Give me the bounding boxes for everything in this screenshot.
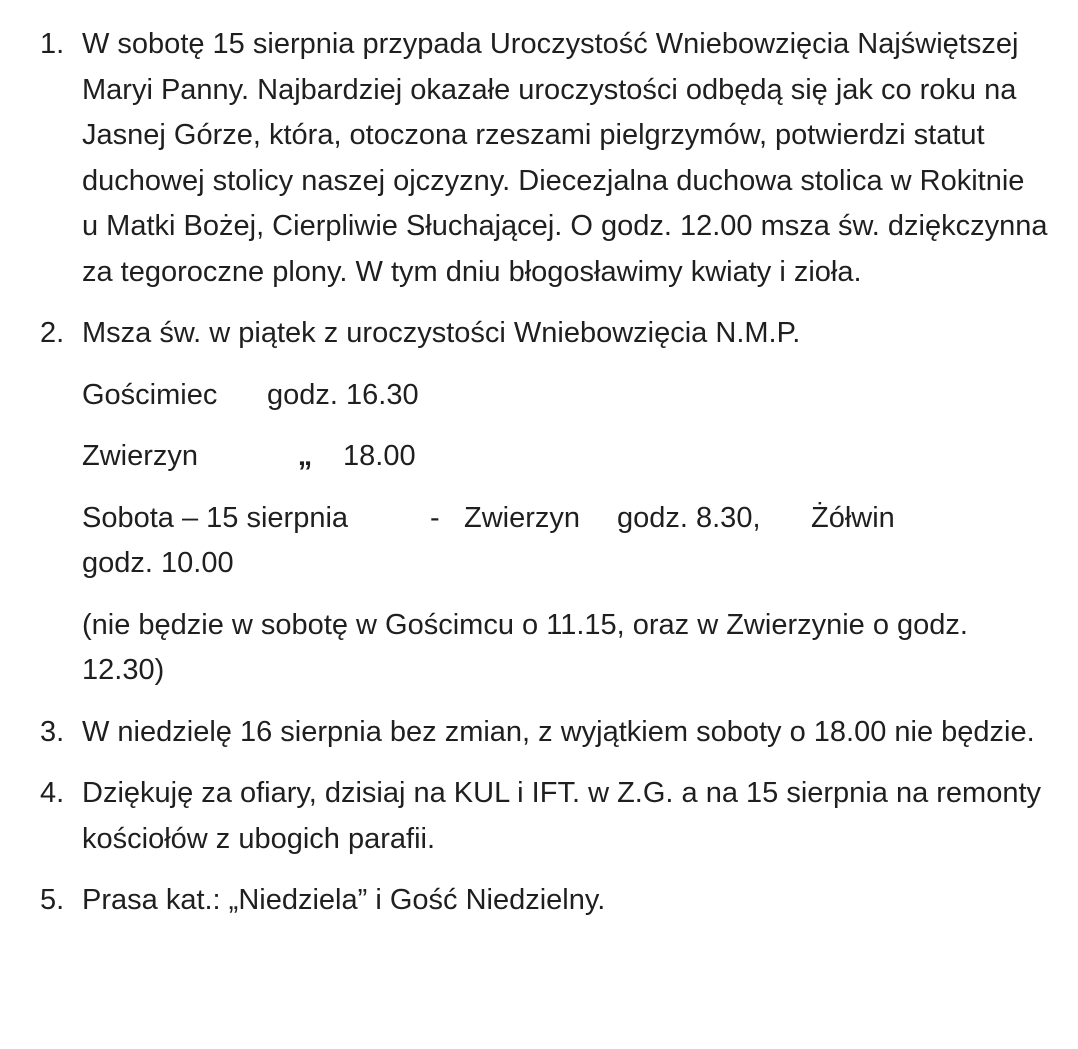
list-item bbox=[40, 311, 1048, 694]
schedule-time: godz. 16.30 bbox=[267, 378, 419, 411]
saturday-day: Sobota – 15 sierpnia bbox=[82, 501, 349, 534]
item-number: 3. bbox=[40, 715, 65, 748]
item-number: 4. bbox=[40, 777, 65, 809]
schedule-row-goscimiec bbox=[82, 373, 1048, 419]
saturday-note: (nie będzie w sobotę w Gościmcu o 11.15, oraz w Zwierzynie o godz. 12.30) bbox=[82, 608, 968, 686]
item-text: Dziękuję za ofiary, dzisiaj na KUL i IFT. w Z.G. a na 15 sierpnia na remonty kościołów z ubogich parafii. bbox=[82, 777, 1042, 855]
item-number: 1. bbox=[40, 28, 65, 60]
item-text: W sobotę 15 sierpnia przypada Uroczystość Wniebowzięcia Najświętszej Maryi Panny. Najbardziej okazałe uroczystości odbędą się jak co roku na Jasnej Górze, która, otoczona rzeszami pielgrzymów, potwierdzi statut duchowej stolicy naszej ojczyzny. Diecezjalna duchowa stolica w Rokitnie u Matki Bożej, Cierpliwie Słuchającej. O godz. 12.00 msza św. dziękczynna za tegoroczne plony. W tym dniu błogosławimy kwiaty i zioła. bbox=[82, 28, 1048, 288]
schedule-row-zwierzyn bbox=[82, 434, 1048, 480]
item-text: Prasa kat.: „Niedziela” i Gość Niedzielny. bbox=[82, 884, 606, 916]
list-item bbox=[40, 22, 1048, 295]
item-text: Msza św. w piątek z uroczystości Wniebowzięcia N.M.P. bbox=[82, 317, 801, 349]
item-text: W niedzielę 16 sierpnia bez zmian, z wyjątkiem soboty o 18.00 nie będzie. bbox=[82, 715, 1035, 748]
item-number: 2. bbox=[40, 317, 65, 349]
ditto-mark: „ bbox=[297, 440, 313, 472]
list-item bbox=[40, 771, 1048, 862]
saturday-time2: godz. 10.00 bbox=[82, 547, 234, 579]
schedule-place: Zwierzyn bbox=[82, 440, 199, 472]
saturday-place1: Zwierzyn bbox=[464, 501, 581, 534]
list-item bbox=[40, 878, 1048, 924]
list-item bbox=[40, 710, 1048, 756]
schedule-time: 18.00 bbox=[343, 440, 416, 472]
schedule-place: Gościmiec bbox=[82, 378, 218, 411]
saturday-dash: - bbox=[430, 501, 440, 534]
saturday-time1: godz. 8.30, bbox=[617, 501, 761, 534]
saturday-schedule bbox=[82, 496, 1048, 587]
item-number: 5. bbox=[40, 884, 65, 916]
saturday-place2: Żółwin bbox=[811, 501, 895, 534]
